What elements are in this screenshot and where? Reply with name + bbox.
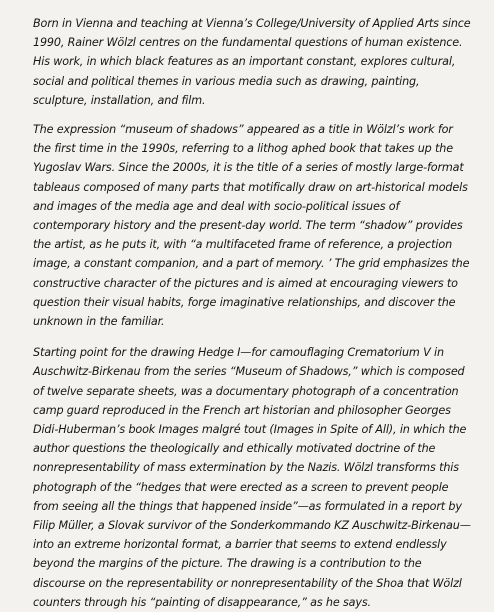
paragraph-intro: Born in Vienna and teaching at Vienna’s College/University of Applied Arts since 1990, Rainer Wölzl centres on the fundamental questions of human existence. His work, in which black features as an important constant, explores cultural, social and political themes in various media such as drawing, painting, sculpture, installation, and film. (33, 17, 471, 107)
paragraph-hedge-drawing: Starting point for the drawing Hedge I—for camouflaging Crematorium V in Auschwitz-Birkenau from the series “Museum of Shadows,” which is composed of twelve separate sheets, was a documentary photograph of a concentration camp guard reproduced in the French art historian and philosopher Georges Didi-Huberman’s book Images malgré tout (Images in Spite of All), in which the author questions the theologically and ethically motivated doctrine of the nonrepresentability of mass extermination by the Nazis. Wölzl transforms this photograph of the “hedges that were erected as a screen to prevent people from seeing all the things that happened inside”—as formulated in a report by Filip Müller, a Slovak survivor of the Sonderkommando KZ Auschwitz-Birkenau—into an extreme horizontal format, a barrier that seems to extend endlessly beyond the margins of the picture. The drawing is a contribution to the discourse on the representability or nonrepresentability of the Shoa that Wölzl counters through his “painting of disappearance,” as he says. (33, 346, 471, 609)
document-page (33, 14, 473, 612)
paragraph-museum-of-shadows: The expression “museum of shadows” appeared as a title in Wölzl’s work for the first time in the 1990s, referring to a lithog aphed book that takes up the Yugoslav Wars. Since the 2000s, it is the title of a series of mostly large-format tableaus composed of many parts that motifically draw on art-historical models and images of the media age and deal with socio-political issues of contemporary history and the present-day world. The term “shadow” provides the artist, as he puts it, with “a multifaceted frame of reference, a projection image, a constant companion, and a part of memory. ’ The grid emphasizes the constructive character of the pictures and is aimed at encouraging viewers to question their visual habits, forge imaginative relationships, and discover the unknown in the familiar. (33, 123, 470, 329)
